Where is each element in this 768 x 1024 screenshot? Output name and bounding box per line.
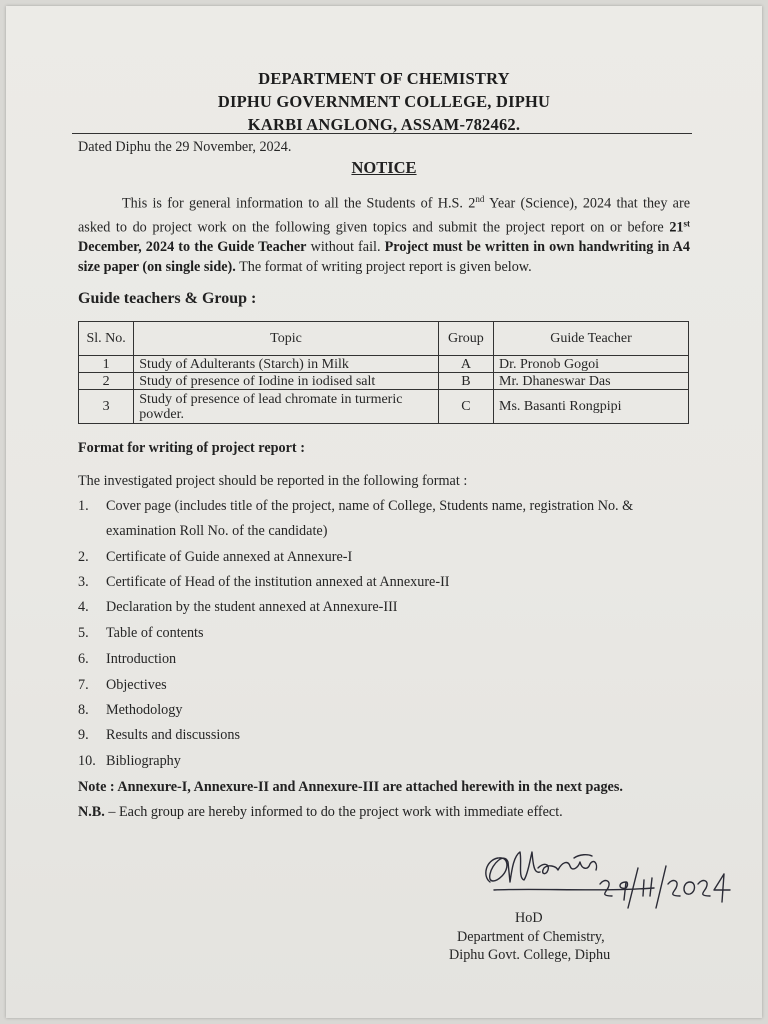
cell-topic: Study of presence of lead chromate in turmeric powder.	[134, 390, 438, 424]
project-groups-table	[78, 321, 689, 424]
cell-group: C	[438, 390, 493, 424]
cell-sl: 2	[79, 373, 134, 390]
guide-teachers-heading: Guide teachers & Group :	[78, 290, 257, 307]
format-intro: The investigated project should be reported in the following format :	[78, 473, 468, 489]
header-sl-no: Sl. No.	[79, 322, 134, 356]
nb-note: N.B. – Each group are hereby informed to do the project work with immediate effect.	[78, 804, 563, 820]
hod-signature	[478, 838, 748, 918]
list-number: 2.	[78, 549, 89, 565]
list-text: Certificate of Head of the institution annexed at Annexure-II	[106, 574, 450, 590]
list-text-continued: examination Roll No. of the candidate)	[106, 523, 328, 539]
list-number: 6.	[78, 651, 89, 667]
list-text: Methodology	[106, 702, 183, 718]
signatory-college: Diphu Govt. College, Diphu	[449, 947, 611, 963]
list-text: Introduction	[106, 651, 177, 667]
cell-teacher: Ms. Basanti Rongpipi	[494, 390, 689, 424]
header-group: Group	[438, 322, 493, 356]
list-number: 3.	[78, 574, 89, 590]
college-title: DIPHU GOVERNMENT COLLEGE, DIPHU	[217, 92, 551, 111]
cell-topic: Study of presence of Iodine in iodised salt	[134, 373, 438, 390]
list-number: 10.	[78, 753, 96, 769]
cell-teacher: Dr. Pronob Gogoi	[494, 356, 689, 373]
list-number: 9.	[78, 727, 89, 743]
list-number: 4.	[78, 599, 89, 615]
header-guide-teacher: Guide Teacher	[494, 322, 689, 356]
list-number: 7.	[78, 677, 89, 693]
cell-teacher: Mr. Dhaneswar Das	[494, 373, 689, 390]
address-title: KARBI ANGLONG, ASSAM-782462.	[247, 115, 521, 134]
list-number: 5.	[78, 625, 89, 641]
header-rule	[72, 133, 692, 134]
list-text: Table of contents	[106, 625, 204, 641]
list-text: Objectives	[106, 677, 167, 693]
list-text: Bibliography	[106, 753, 181, 769]
notice-title: NOTICE	[351, 158, 417, 177]
list-text: Certificate of Guide annexed at Annexure-I	[106, 549, 353, 565]
list-text: Results and discussions	[106, 727, 240, 743]
table-row	[79, 373, 689, 390]
cell-topic: Study of Adulterants (Starch) in Milk	[134, 356, 438, 373]
annexure-note: Note : Annexure-I, Annexure-II and Annexure-III are attached herewith in the next pages.	[78, 779, 623, 795]
list-number: 8.	[78, 702, 89, 718]
cell-sl: 3	[79, 390, 134, 424]
cell-sl: 1	[79, 356, 134, 373]
table-header-row	[79, 322, 689, 356]
format-heading: Format for writing of project report :	[78, 440, 305, 456]
notice-paragraph: This is for general information to all the Students of H.S. 2nd Year (Science), 2024 that they are asked to do project work on the following given topics and submit the project report on or before 21st December, 2024 to the Guide Teacher without fail. Project must be written in own handwriting in A4 size paper (on single side). The format of writing project report is given below.	[78, 194, 690, 275]
dated-line: Dated Diphu the 29 November, 2024.	[78, 139, 292, 155]
signatory-department: Department of Chemistry,	[457, 929, 605, 945]
signatory-role: HoD	[515, 910, 543, 926]
header-topic: Topic	[134, 322, 438, 356]
table-row	[79, 390, 689, 424]
list-number: 1.	[78, 498, 89, 514]
table-row	[79, 356, 689, 373]
department-title: DEPARTMENT OF CHEMISTRY	[258, 69, 510, 88]
cell-group: A	[438, 356, 493, 373]
list-text: Cover page (includes title of the project, name of College, Students name, registration No. &	[106, 498, 634, 514]
cell-group: B	[438, 373, 493, 390]
list-text: Declaration by the student annexed at Annexure-III	[106, 599, 398, 615]
